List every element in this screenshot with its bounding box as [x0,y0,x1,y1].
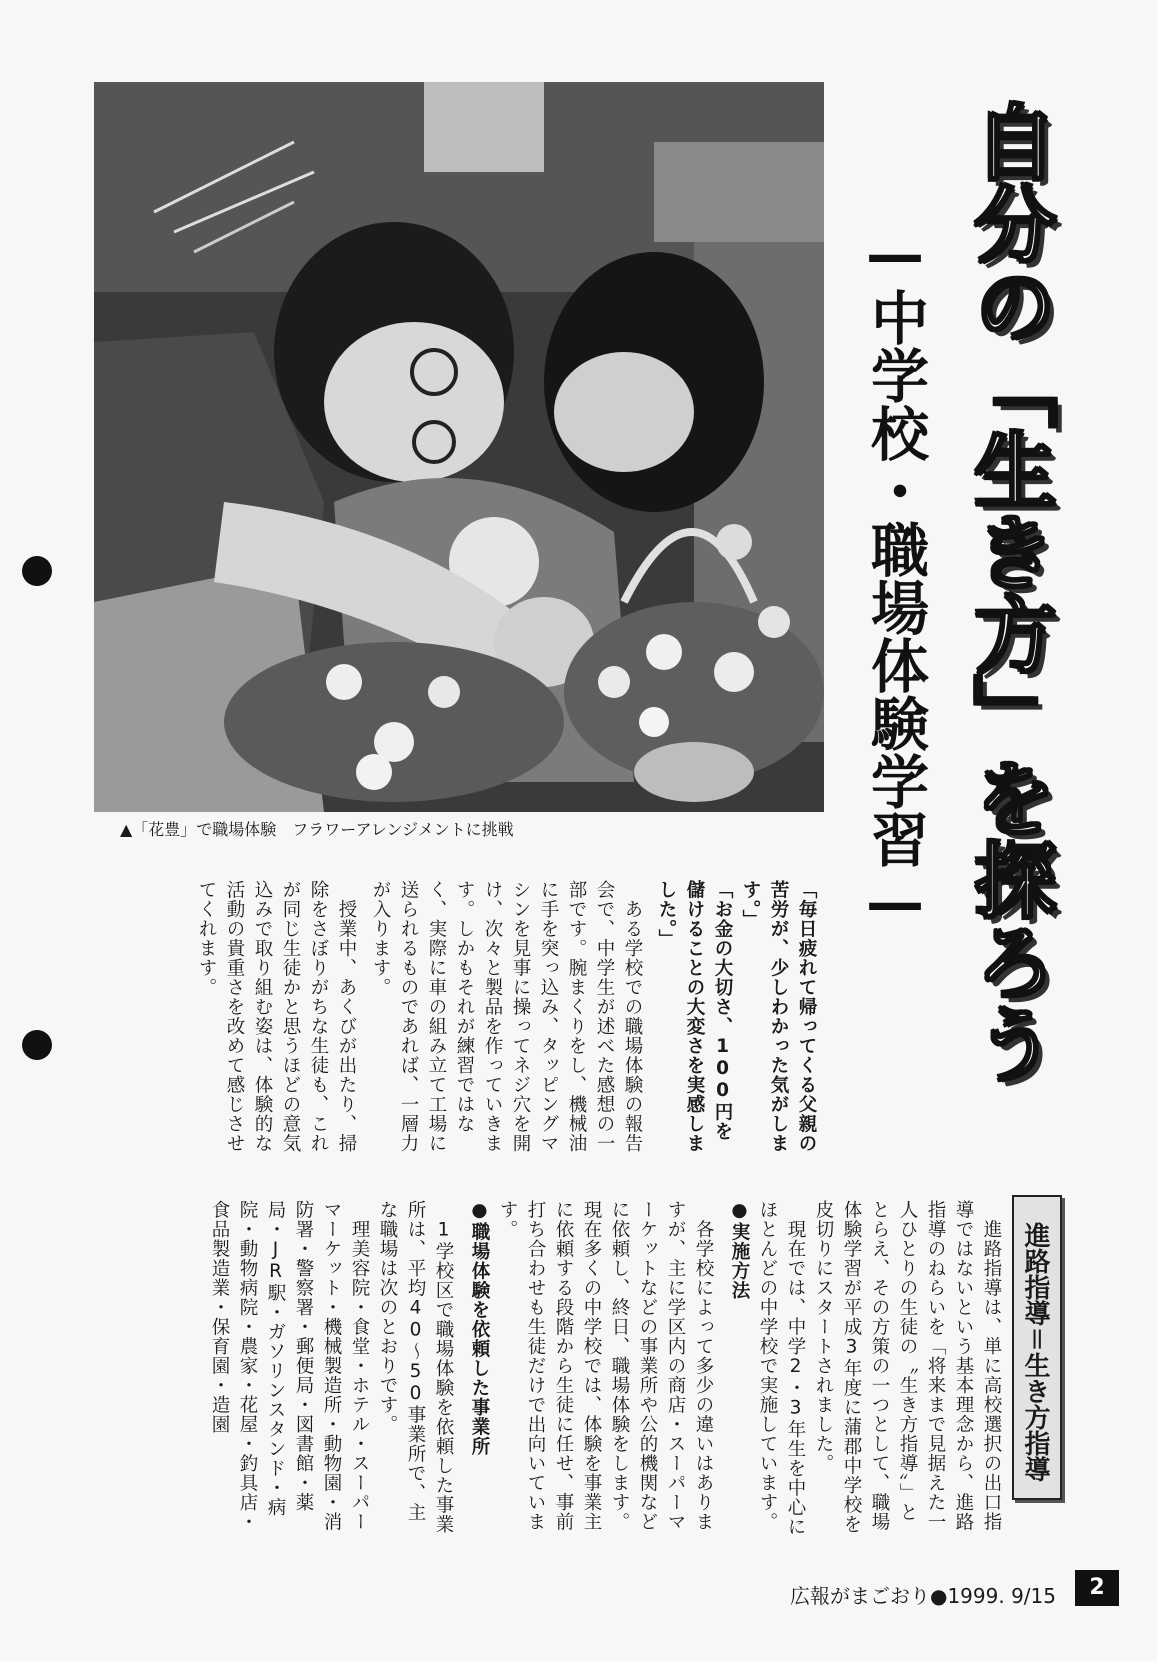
article-column-upper [120,880,820,1155]
article-paragraph-2: 授業中、あくびが出たり、掃除をさぼりがちな生徒も、これが同じ生徒かと思うほどの意気込みで取り組む姿は、体験的な活動の貴重さを改めて感じさせてくれます。 [196,880,357,1153]
sidebar-paragraph-1: 進路指導は、単に高校選択の出口指導ではないという基本理念から、進路指導のねらいを「将来まで見据えた一人ひとりの生徒の〝生き方指導〟」ととらえ、その方策の一つとして、職場体験学習が平成3年度に蒲郡中学校を皮切りにスタートされました。 [813,1200,1002,1534]
method-heading: ●実施方法 [729,1200,750,1300]
headline-title: 自分の「生き方」を探ろう [961,100,1056,1084]
business-text: 1学校区で職場体験を依頼した事業所は、平均40～50事業所で、主な職場は次のとおりです。 [377,1200,454,1534]
quote-father: 「毎日疲れて帰ってくる父親の苦労が、少しわかった気がします。」 [740,880,817,1153]
article-paragraph-1: ある学校での職場体験の報告会で、中学生が述べた感想の一部です。腕まくりをし、機械油に手を突っ込み、タッピングマシンを見事に操ってネジ穴を開け、次々と製品を作っていきます。しかもそれが練習ではなく、実際に車の組み立て工場に送られるものであれば、一層力が入ります。 [370,880,643,1153]
punch-hole-top [22,556,52,586]
sidebar-paragraph-2: 現在では、中学2・3年生を中心にほとんどの中学校で実施しています。 [757,1200,806,1537]
page-number: 2 [1075,1570,1119,1606]
footer-publication: 広報がまごおり●1999. 9/15 [790,1584,1056,1608]
quote-money: 「お金の大切さ、100円を儲けることの大変さを実感しました。」 [656,880,733,1153]
sidebar-title: 進路指導＝生き方指導 [1012,1195,1062,1500]
punch-hole-bottom [22,1030,52,1060]
article-photo [94,82,824,812]
business-heading: ●職場体験を依頼した事業所 [469,1200,490,1456]
method-text: 各学校によって多少の違いはありますが、主に学区内の商店・スーパーマーケットなどの事業所や公的機関などに依頼し、終日、職場体験をします。現在多くの中学校では、体験を事業主に依頼する段階から生徒に任せ、事前打ち合わせも生徒だけで出向いています。 [497,1200,714,1532]
business-list: 理美容院・食堂・ホテル・スーパーマーケット・機械製造所・動物園・消防署・警察署・郵便局・図書館・薬局・JR駅・ガソリンスタンド・病院・動物病院・農家・花屋・釣具店・食品製造業・保育園・造園 [209,1200,370,1532]
photo-caption: ▲「花豊」で職場体験 フラワーアレンジメントに挑戦 [120,820,514,839]
headline-subtitle: —中学校・職場体験学習— [861,220,929,936]
photo-illustration [94,82,824,812]
article-column-lower [110,1200,1005,1540]
